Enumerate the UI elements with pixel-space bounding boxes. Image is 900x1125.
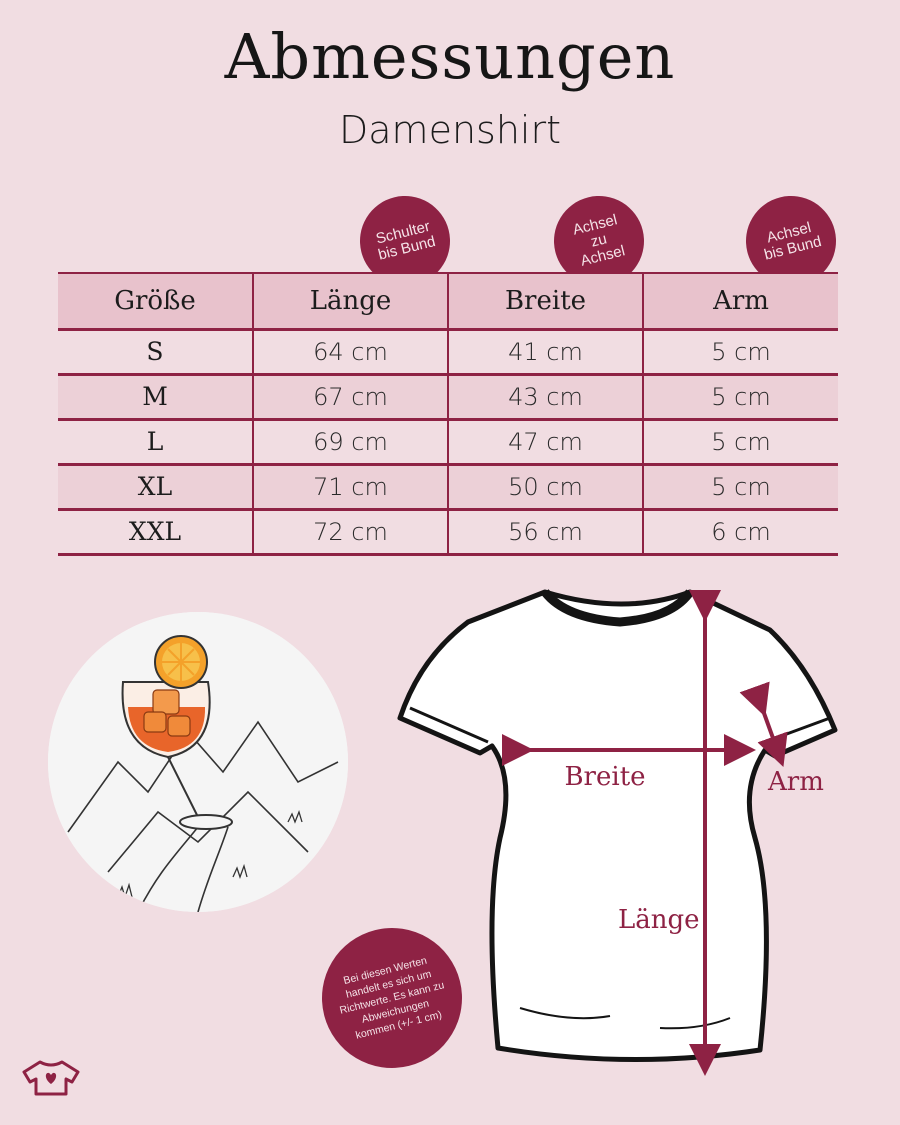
table-header-row: [58, 273, 838, 329]
cell-laenge: 64 cm: [253, 329, 448, 374]
tshirt-outline: [400, 592, 835, 1060]
cell-breite: 41 cm: [448, 329, 643, 374]
cell-size: XL: [58, 464, 253, 509]
disclaimer-badge: Bei diesen Werten handelt es sich um Richtwerte. Es kann zu Abweichungen kommen (+/- 1 cm): [307, 913, 477, 1083]
header-laenge: Länge: [253, 273, 448, 329]
table-row: [58, 419, 838, 464]
cell-breite: 47 cm: [448, 419, 643, 464]
cell-size: S: [58, 329, 253, 374]
cell-breite: 56 cm: [448, 509, 643, 554]
cell-laenge: 69 cm: [253, 419, 448, 464]
print-design-image: [48, 612, 348, 912]
cell-breite: 50 cm: [448, 464, 643, 509]
cell-size: M: [58, 374, 253, 419]
cell-arm: 5 cm: [711, 427, 771, 456]
size-table: [58, 272, 838, 556]
shirt-heart-icon: [20, 1058, 82, 1098]
cell-breite: 43 cm: [448, 374, 643, 419]
cell-laenge: 67 cm: [253, 374, 448, 419]
cell-arm: 5 cm: [711, 472, 771, 501]
laenge-label: Länge: [618, 905, 700, 935]
cell-arm: 5 cm: [711, 382, 771, 411]
badge-arm: Achsel bis Bund: [736, 186, 845, 295]
cell-size: XXL: [58, 509, 253, 554]
page-subtitle: Damenshirt: [339, 108, 561, 152]
spritz-glass-illustration: [48, 612, 348, 912]
badge-breite: Achsel zu Achsel: [544, 186, 653, 295]
cell-arm: 6 cm: [711, 517, 771, 546]
cell-laenge: 72 cm: [253, 509, 448, 554]
table-row: [58, 464, 838, 509]
table-row: [58, 374, 838, 419]
table-row: [58, 329, 838, 374]
arm-label: Arm: [768, 767, 824, 797]
header-groesse: Größe: [58, 273, 253, 329]
cell-size: L: [58, 419, 253, 464]
cell-laenge: 71 cm: [253, 464, 448, 509]
table-row: [58, 509, 838, 554]
badge-laenge: Schulter bis Bund: [350, 186, 459, 295]
page-title: Abmessungen: [224, 20, 676, 93]
header-arm: Arm: [643, 273, 838, 329]
cell-arm: 5 cm: [711, 337, 771, 366]
header-breite: Breite: [448, 273, 643, 329]
breite-label: Breite: [564, 762, 646, 792]
